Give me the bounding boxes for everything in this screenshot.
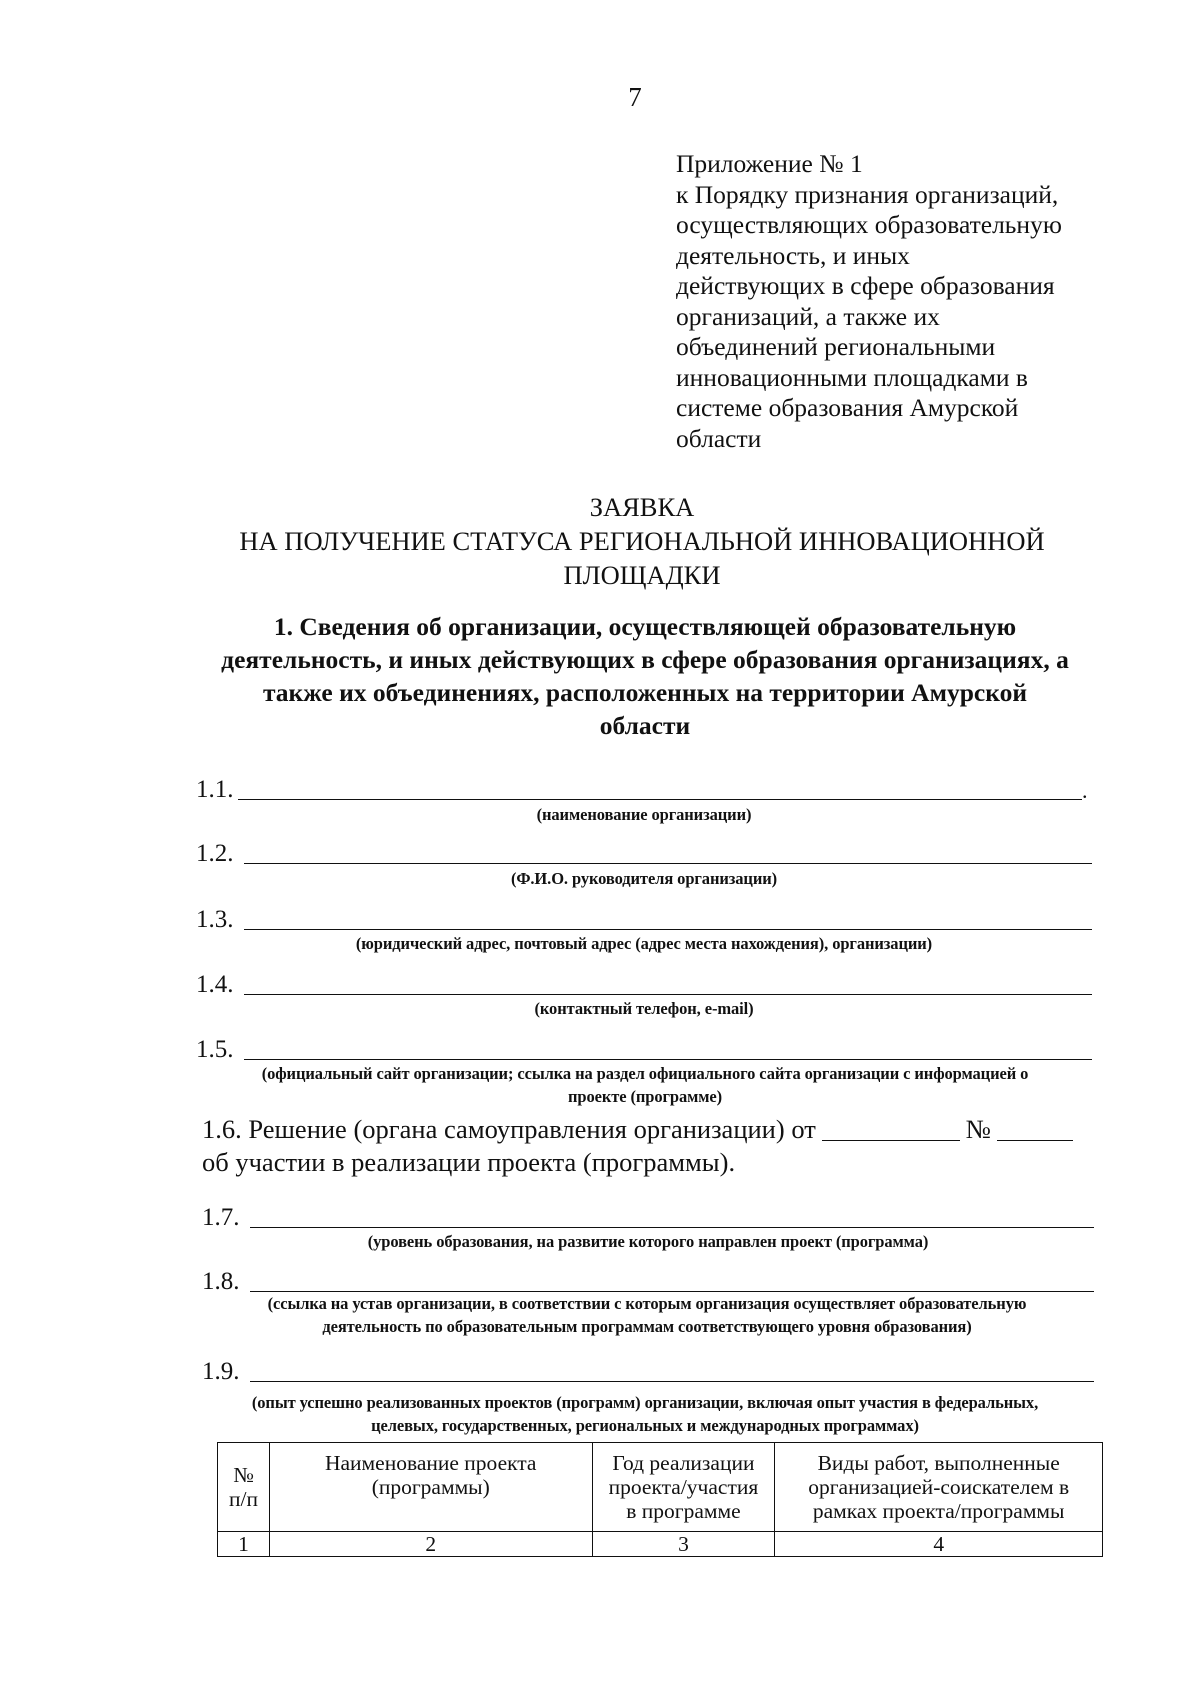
column-number-cell: 4 [775, 1532, 1103, 1557]
header-text: в программе [626, 1499, 741, 1523]
field-blank-line[interactable] [244, 1031, 1093, 1060]
appendix-note [676, 149, 1136, 454]
header-text: (программы) [371, 1475, 490, 1499]
field-blank-line[interactable] [250, 1263, 1095, 1292]
section-line: деятельность, и иных действующих в сфере образования организациях, а [221, 645, 1069, 674]
header-text: Год реализации [612, 1451, 755, 1475]
field-hint: (опыт успешно реализованных проектов (программ) организации, включая опыт участия в федеральных, [251, 1393, 1039, 1412]
appendix-line: области [676, 423, 762, 453]
header-cell-number [218, 1443, 270, 1532]
field-1-5 [196, 1028, 1092, 1064]
field-number: 1.7. [202, 1204, 240, 1231]
field-number: 1.1. [196, 776, 234, 803]
header-text: организацией-соискателем в [808, 1475, 1070, 1499]
header-text: рамках проекта/программы [812, 1499, 1065, 1523]
field-number: 1.9. [202, 1358, 240, 1385]
field-hint: (контактный телефон, e-mail) [534, 999, 754, 1018]
field-blank-line[interactable] [250, 1353, 1095, 1382]
appendix-line: действующих в сфере образования [676, 271, 1055, 300]
field-period: . [1082, 778, 1088, 803]
appendix-line: Приложение № 1 [676, 149, 863, 178]
field-1-4 [196, 963, 1092, 999]
header-cell-work-types [775, 1443, 1103, 1532]
field-1-7 [202, 1196, 1094, 1232]
field-hint: (ссылка на устав организации, в соответствии с которым организация осуществляет образовательную [267, 1294, 1027, 1313]
title-line: НА ПОЛУЧЕНИЕ СТАТУСА РЕГИОНАЛЬНОЙ ИННОВАЦИОННОЙ [239, 526, 1045, 556]
field-hint: проекте (программе) [567, 1087, 723, 1106]
field-1-1 [196, 768, 1092, 804]
column-number-cell: 1 [218, 1532, 270, 1557]
header-cell-year [592, 1443, 775, 1532]
field-hint: (наименование организации) [536, 805, 752, 824]
field-hint: (юридический адрес, почтовый адрес (адрес места нахождения), организации) [355, 934, 933, 953]
field-number: 1.2. [196, 840, 234, 867]
document-title [0, 490, 1200, 592]
projects-table [217, 1442, 1103, 1557]
field-blank-line[interactable] [250, 1199, 1095, 1228]
field-1-9 [202, 1350, 1094, 1386]
title-line: ПЛОЩАДКИ [563, 560, 721, 590]
appendix-line: к Порядку признания организаций, [676, 179, 1059, 209]
field-number: 1.3. [196, 906, 234, 933]
field-number: 1.4. [196, 971, 234, 998]
field-hint: (официальный сайт организации; ссылка на раздел официального сайта организации с информацией о [261, 1064, 1029, 1083]
field-hint: (уровень образования, на развитие которого направлен проект (программа) [367, 1232, 929, 1251]
appendix-line: организаций, а также их [676, 301, 940, 331]
appendix-line: объединений региональными [676, 332, 996, 361]
table-row [218, 1532, 1103, 1557]
section-line: 1. Сведения об организации, осуществляющей образовательную [273, 612, 1017, 641]
field-1-8 [202, 1260, 1094, 1296]
decision-text-line2: об участии в реализации проекта (программы). [202, 1147, 736, 1177]
header-text: проекта/участия [608, 1475, 759, 1499]
decision-number-blank[interactable] [997, 1112, 1073, 1141]
column-number-cell: 3 [592, 1532, 775, 1557]
field-1-2 [196, 832, 1092, 868]
title-line: ЗАЯВКА [589, 492, 695, 522]
header-text: п/п [228, 1487, 258, 1511]
decision-number-sign: № [965, 1114, 992, 1144]
field-hint: целевых, государственных, региональных и международных программах) [371, 1416, 919, 1435]
field-1-6-decision [202, 1112, 1102, 1179]
header-text: № [233, 1463, 254, 1487]
section-heading [190, 610, 1100, 742]
field-number: 1.5. [196, 1036, 234, 1063]
page-number: 7 [628, 82, 642, 112]
field-hint: (Ф.И.О. руководителя организации) [510, 869, 778, 888]
field-1-3 [196, 898, 1092, 934]
field-blank-line[interactable] [244, 966, 1093, 995]
decision-date-blank[interactable] [822, 1112, 960, 1141]
field-blank-line[interactable] [244, 901, 1093, 930]
appendix-line: осуществляющих образовательную [676, 210, 1062, 239]
decision-text: 1.6. Решение (органа самоуправления организации) от [202, 1114, 816, 1144]
field-blank-line[interactable] [244, 835, 1093, 864]
section-line: области [599, 711, 691, 740]
field-blank-line[interactable] [238, 771, 1083, 800]
appendix-line: системе образования Амурской [676, 393, 1019, 422]
field-number: 1.8. [202, 1268, 240, 1295]
header-text: Наименование проекта [324, 1451, 537, 1475]
appendix-line: инновационными площадками в [676, 362, 1028, 392]
column-number-cell: 2 [269, 1532, 592, 1557]
table-header-row [218, 1443, 1103, 1532]
field-hint: деятельность по образовательным программам соответствующего уровня образования) [322, 1317, 972, 1336]
header-cell-project-name [269, 1443, 592, 1532]
header-text: Виды работ, выполненные [817, 1451, 1060, 1475]
section-line: также их объединениях, расположенных на территории Амурской [262, 678, 1028, 707]
appendix-line: деятельность, и иных [676, 240, 910, 270]
